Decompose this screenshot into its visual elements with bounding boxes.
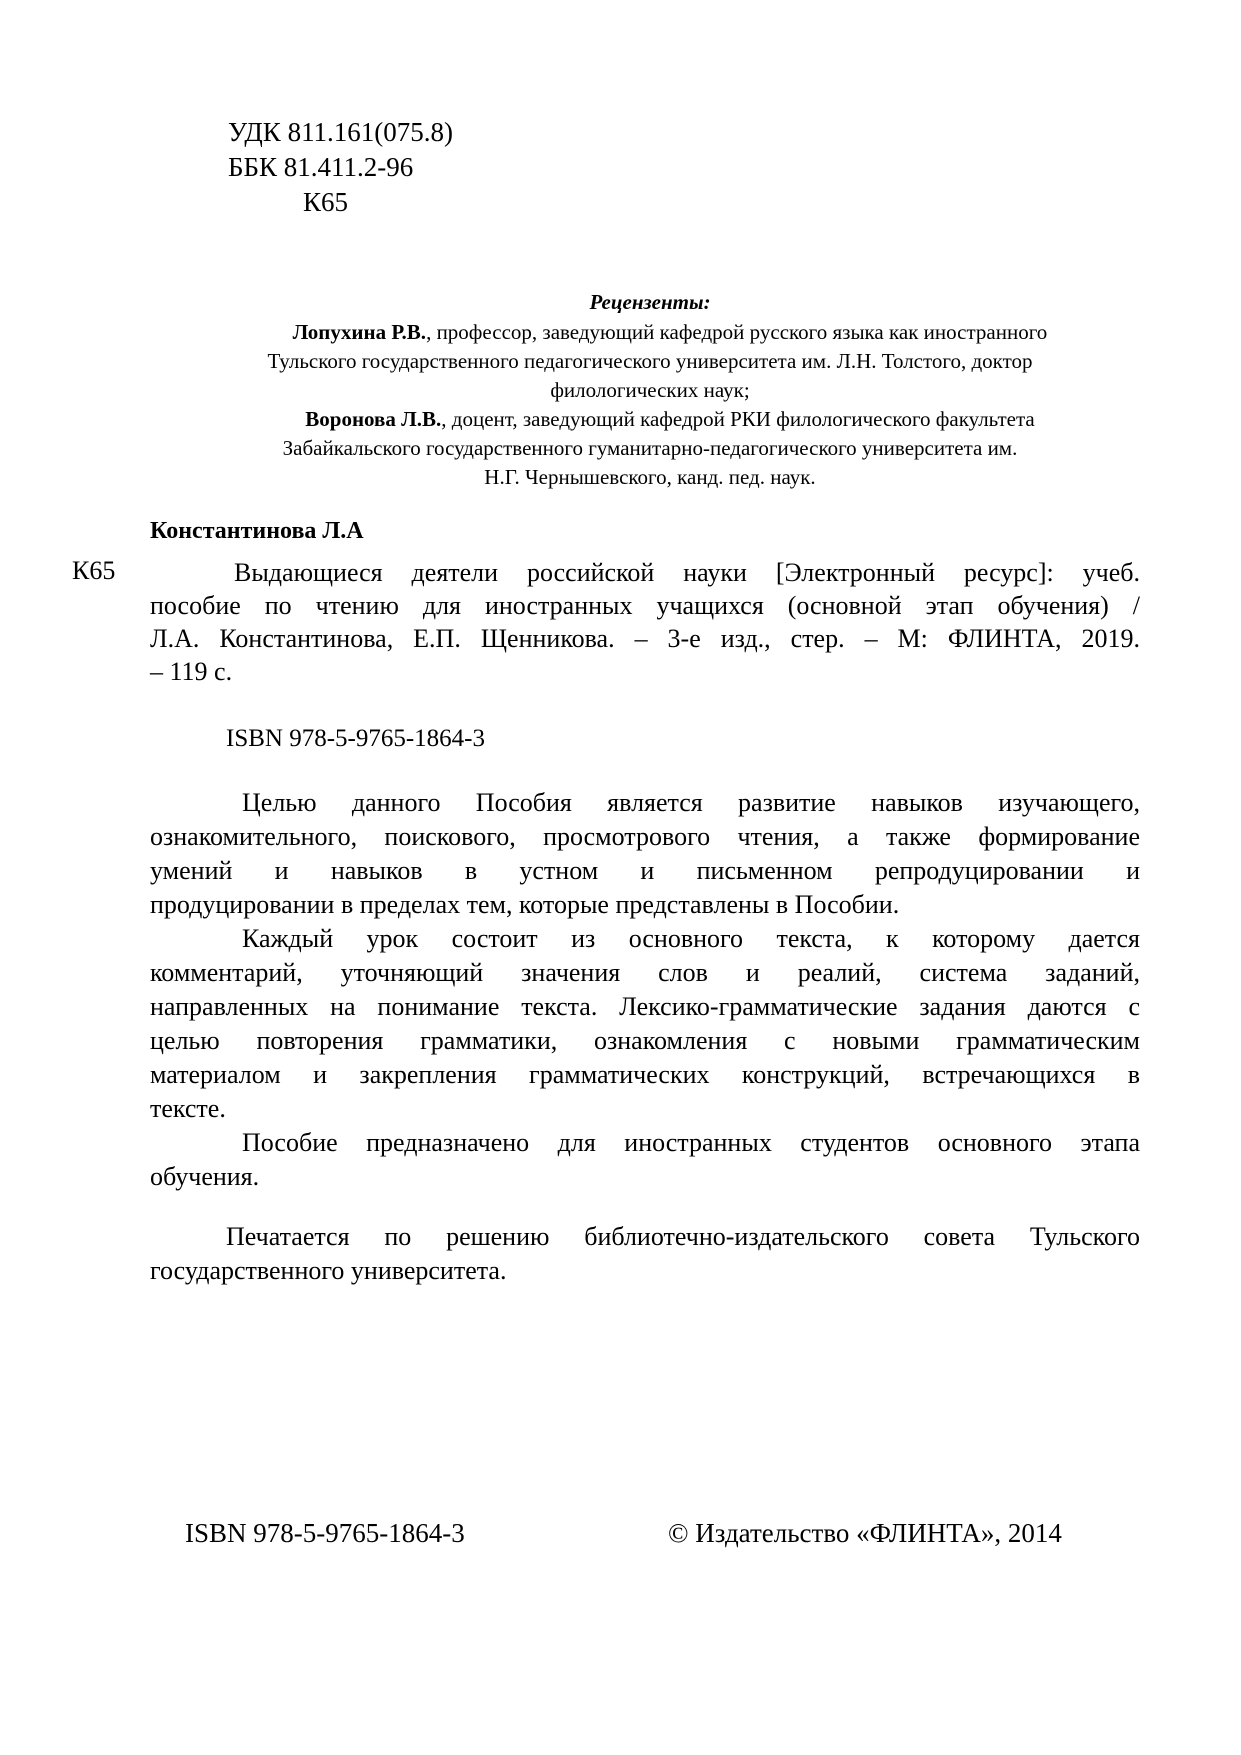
reviewer-1-name: Лопухина Р.В. [292, 320, 427, 344]
reviewer-2-line2: Забайкальского государственного гуманитарно-педагогического университета им. [282, 436, 1018, 460]
annotation-line: целью повторения грамматики, ознакомления с новыми грамматическим [150, 1026, 1140, 1055]
annotation [150, 786, 1140, 1194]
annotation-line: Пособие предназначено для иностранных студентов основного этапа [242, 1128, 1140, 1157]
annotation-line: направленных на понимание текста. Лексико-грамматические задания даются с [150, 992, 1140, 1021]
reviewer-1-line2: Тульского государственного педагогического университета им. Л.Н. Толстого, доктор [267, 349, 1033, 373]
record-isbn: ISBN 978-5-9765-1864-3 [226, 725, 486, 752]
annotation-line: Каждый урок состоит из основного текста, к которому дается [242, 924, 1140, 953]
reviewer-1-role: , профессор, заведующий кафедрой русского языка как иностранного [426, 320, 1048, 344]
annotation-line: Целью данного Пособия является развитие навыков изучающего, [242, 788, 1140, 817]
author-mark: К65 [303, 187, 349, 217]
reviewer-1-line3: филологических наук; [550, 378, 750, 402]
bbk-code: ББК 81.411.2-96 [228, 152, 414, 182]
biblio-line: – 119 с. [150, 657, 233, 686]
record-author: Константинова Л.А [150, 518, 364, 544]
reviewer-2-name: Воронова Л.В. [305, 407, 442, 431]
biblio-line: пособие по чтению для иностранных учащихся (основной этап обучения) / [150, 591, 1140, 620]
annotation-line: обучения. [150, 1162, 260, 1191]
annotation-line: комментарий, уточняющий значения слов и реалий, система заданий, [150, 958, 1140, 987]
reviewer-1-line1 [150, 318, 1150, 346]
bibliographic-description [150, 556, 1140, 688]
decision-line: государственного университета. [150, 1256, 507, 1285]
publication-decision [150, 1220, 1140, 1288]
reviewer-2-role: , доцент, заведующий кафедрой РКИ филологического факультета [441, 407, 1035, 431]
biblio-line: Л.А. Константинова, Е.П. Щенникова. – 3-е изд., стер. – М: ФЛИНТА, 2019. [150, 624, 1140, 653]
decision-line: Печатается по решению библиотечно-издательского совета Тульского [226, 1222, 1140, 1251]
catalog-codes [228, 115, 453, 220]
reviewers-title: Рецензенты: [589, 290, 711, 314]
reviewers-block [150, 288, 1150, 492]
record-code: К65 [72, 556, 116, 585]
annotation-line: материалом и закрепления грамматических конструкций, встречающихся в [150, 1060, 1140, 1089]
udk-code: УДК 811.161(075.8) [228, 117, 454, 147]
reviewer-2-line1 [150, 405, 1150, 433]
annotation-line: ознакомительного, поискового, просмотрового чтения, а также формирование [150, 822, 1140, 851]
annotation-line: продуцировании в пределах тем, которые представлены в Пособии. [150, 890, 900, 919]
footer-copyright: © Издательство «ФЛИНТА», 2014 [668, 1518, 1062, 1548]
biblio-line: Выдающиеся деятели российской науки [Электронный ресурс]: учеб. [234, 558, 1140, 587]
footer-isbn: ISBN 978-5-9765-1864-3 [185, 1518, 465, 1548]
annotation-line: умений и навыков в устном и письменном репродуцировании и [150, 856, 1140, 885]
annotation-line: тексте. [150, 1094, 226, 1123]
reviewer-2-line3: Н.Г. Чернышевского, канд. пед. наук. [484, 465, 816, 489]
